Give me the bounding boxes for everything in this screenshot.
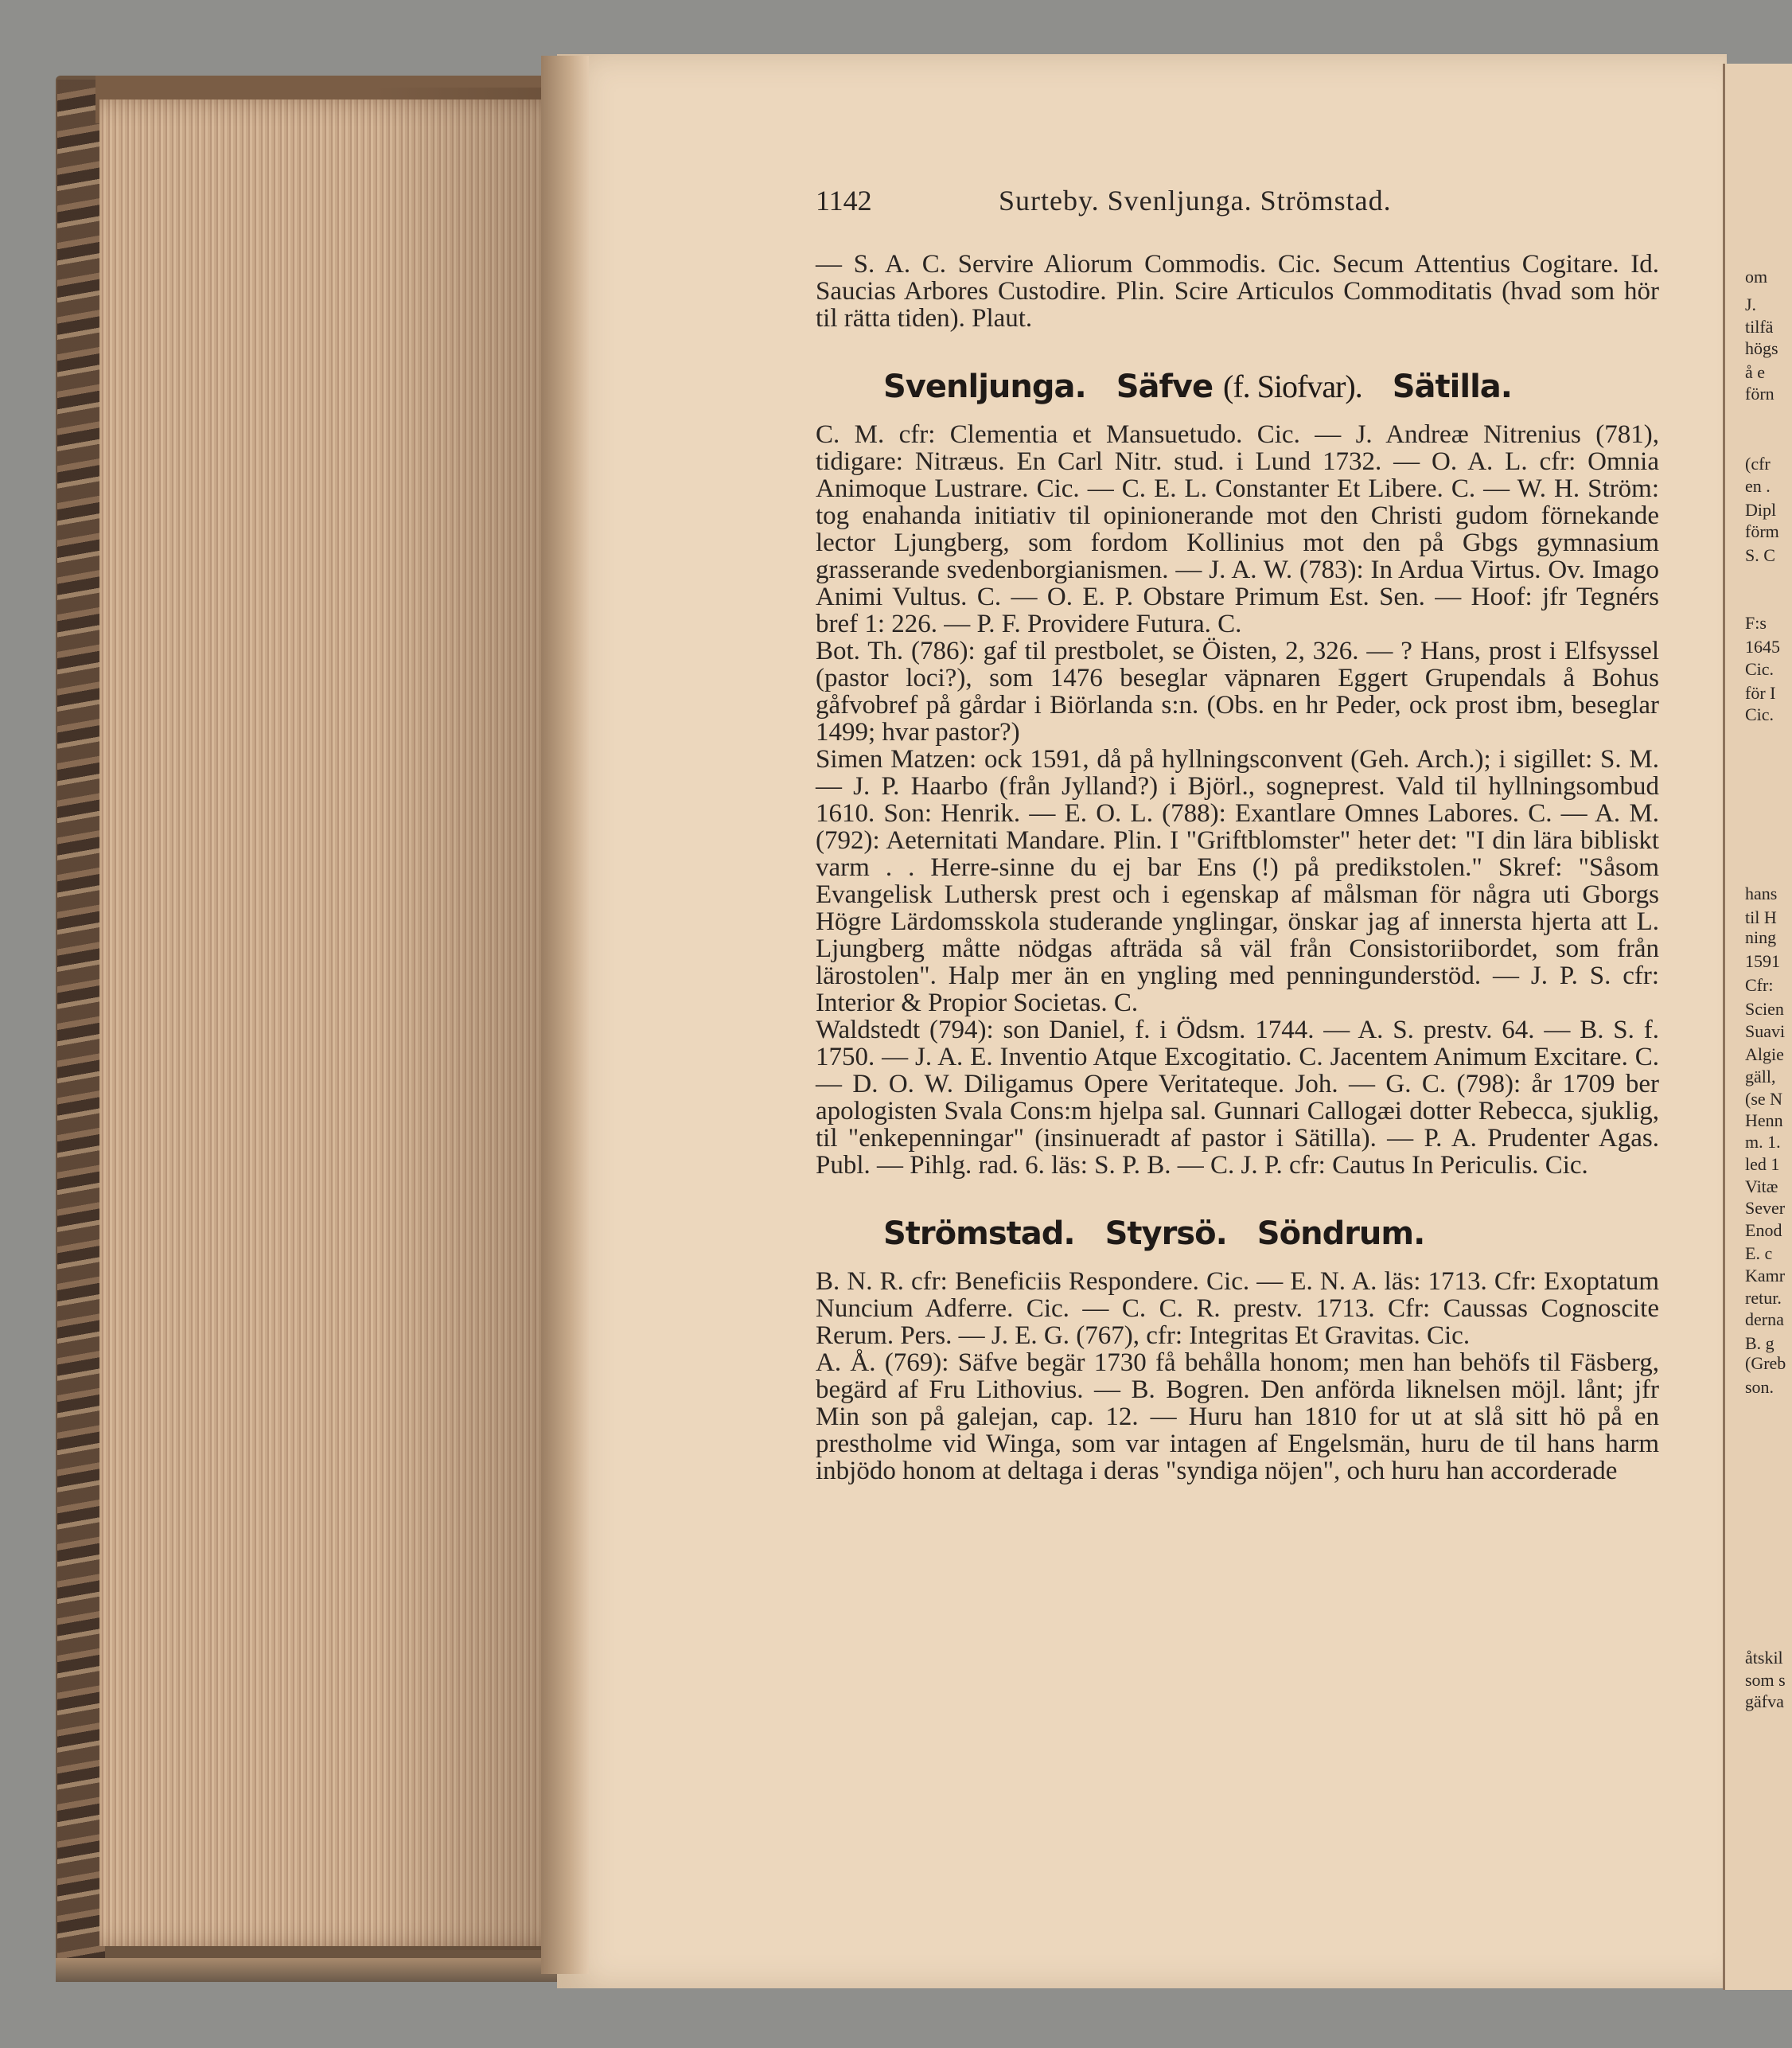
entry-paragraph: C. M. cfr: Clementia et Mansuetudo. Cic. — J. Andreæ Nitrenius (781), tidigare: Nitræus. En Carl Nitr. stud. i Lund 1732. — O. A. L. cfr: Omnia Animoque Lustrare. Cic. — C. E. L. Constanter Et Libere. C. — W. H. Ström: tog enahanda initiativ til opinionerande mot den Christi gudom förnekande lector Ljungberg, som fordom Kollinius mot den på Gbgs gymnasium grasserande svedenborgianismen. — J. A. W. (783): In Ardua Virtus. Ov. Imago Animi Vultus. C. — O. E. P. Obstare Primum Est. Sen. — Hoof: jfr Tegnérs bref 1: 226. — P. F. Providere Futura. C. xyxy=(816,420,1659,638)
intro-entry: — S. A. C. Servire Aliorum Commodis. Cic. Secum Attentius Cogitare. Id. Saucias Arbores Custodire. Plin. Scire Articulos Commoditatis (hvad som hör til rätta tiden). Plaut. xyxy=(816,250,1659,333)
right-page-fragment: å e xyxy=(1745,362,1766,382)
right-page-fragment: son. xyxy=(1745,1377,1774,1397)
right-page-fragment: Dipl xyxy=(1745,500,1777,520)
right-page-fragment: 1591 xyxy=(1745,951,1780,971)
marbled-spine-edge xyxy=(57,80,105,1958)
right-page-fragment: ning xyxy=(1745,927,1777,947)
section-heading-svenljunga xyxy=(883,369,1659,405)
heading-note: (f. Siofvar). xyxy=(1223,369,1362,404)
heading-part: Styrsö. xyxy=(1104,1215,1227,1252)
right-page-fragment: gäfva xyxy=(1745,1691,1784,1711)
right-page-fragment: J. xyxy=(1745,295,1757,314)
entry-paragraph: B. N. R. cfr: Beneficiis Respondere. Cic. — E. N. A. läs: 1713. Cfr: Exoptatum Nuncium Adferre. Cic. — C. C. R. prestv. 1713. Cfr: Caussas Cognoscite Rerum. Pers. — J. E. G. (767), cfr: Integritas Et Gravitas. Cic. xyxy=(816,1267,1659,1350)
right-page-fragment: förn xyxy=(1745,384,1774,404)
entry-paragraph: Simen Matzen: ock 1591, då på hyllningsconvent (Geh. Arch.); i sigillet: S. M. — J. P. Haarbo (från Jylland?) i Björl., sogneprest. Vald til hyllningsombud 1610. Son: Henrik. — E. O. L. (788): Exantlare Omnes Labores. C. — A. M. (792): Aeternitati Mandare. Plin. I "Griftblomster" heter det: "I din lära bibliskt varm . . Herre-sinne du ej bar Ens (!) på predikstolen." Skref: "Såsom Evangelisk Luthersk prest och i egenskap af målsman för några uti Gborgs Högre Lärdomsskola studerande ynglingar, önskar jag af innersta hjerta att L. Ljungberg måtte nödgas afträda så väl från Consistoriibordet, som från lärostolen". Halp mer än en yngling med penningunderstöd. — J. P. S. cfr: Interior & Propior Societas. C. xyxy=(816,745,1659,1017)
right-page-fragment: förm xyxy=(1745,521,1779,541)
right-page-fragment: Cic. xyxy=(1745,704,1774,724)
right-page-fragment: B. g xyxy=(1745,1333,1774,1353)
right-page-fragment: Cic. xyxy=(1745,659,1774,679)
running-title: Surteby. Svenljunga. Strömstad. xyxy=(999,185,1392,217)
right-page-fragment: retur. xyxy=(1745,1288,1782,1308)
right-page-fragment: 1645 xyxy=(1745,637,1780,657)
right-page-fragment: S. C xyxy=(1745,545,1775,565)
heading-part: Strömstad. xyxy=(883,1215,1075,1252)
right-page-fragment: åtskil xyxy=(1745,1648,1783,1668)
right-page-fragment: Kamr xyxy=(1745,1266,1786,1285)
right-page-fragment: hans xyxy=(1745,884,1778,903)
right-page-fragment: som s xyxy=(1745,1670,1786,1690)
right-page-fragment: för I xyxy=(1745,683,1776,703)
right-page-fragment: Vitæ xyxy=(1745,1176,1778,1196)
right-page-fragment: F:s xyxy=(1745,613,1767,633)
right-page-fragment: högs xyxy=(1745,338,1778,358)
right-page-fragment: (se N xyxy=(1745,1089,1783,1109)
right-page-fragment: tilfä xyxy=(1745,317,1774,337)
right-page-fragment: Enod xyxy=(1745,1220,1782,1240)
section-heading-stromstad xyxy=(883,1215,1659,1252)
right-page-fragment: Henn xyxy=(1745,1110,1783,1130)
right-page-fragment: til H xyxy=(1745,907,1777,927)
right-page-fragment: led 1 xyxy=(1745,1154,1780,1174)
book-gutter xyxy=(541,56,589,1974)
right-page-fragment: derna xyxy=(1745,1309,1784,1329)
heading-part: Sätilla. xyxy=(1392,369,1512,405)
right-page-fragment: (cfr xyxy=(1745,454,1771,474)
heading-part: Söndrum. xyxy=(1256,1215,1425,1252)
heading-part: Säfve xyxy=(1116,369,1213,405)
page-header xyxy=(816,185,1659,217)
right-page-fragment: (Greb xyxy=(1745,1353,1786,1373)
right-page-fragment: en . xyxy=(1745,476,1771,496)
right-page-fragment: Scien xyxy=(1745,999,1784,1019)
right-page-fragment: Cfr: xyxy=(1745,975,1774,995)
heading-part: Svenljunga. xyxy=(883,369,1086,405)
entry-paragraph: Bot. Th. (786): gaf til prestbolet, se Öisten, 2, 326. — ? Hans, prost i Elfsyssel (pastor loci?), som 1476 beseglar väpnaren Eggert Grupendals å Bohus gåfvobref på gårdar i Biörlanda s:n. (Obs. en hr Peder, ock prost ibm, beseglar 1499; hvar pastor?) xyxy=(816,637,1659,747)
right-page-fragment: m. 1. xyxy=(1745,1132,1781,1152)
right-page-fragment: om xyxy=(1745,267,1768,287)
right-page-fragment: Algie xyxy=(1745,1044,1784,1064)
entry-paragraph: A. Å. (769): Säfve begär 1730 få behålla honom; men han behöfs til Fäsberg, begärd af Fru Lithovius. — B. Bogren. Den anförda liknelsen möjl. lånt; jfr Min son på galejan, cap. 12. — Huru han 1810 for ut at slå sitt hö på en prestholme vid Winga, som var intagen af Engelsmän, huru de til hans harm inbjödo honom at deltaga i deras "syndiga nöjen", och huru han accorderade xyxy=(816,1348,1659,1485)
right-page-fragment: E. c xyxy=(1745,1243,1773,1263)
page-number: 1142 xyxy=(816,185,872,217)
right-page-fragment: Sever xyxy=(1745,1198,1786,1218)
entry-paragraph: Waldstedt (794): son Daniel, f. i Ödsm. 1744. — A. S. prestv. 64. — B. S. f. 1750. — J. A. E. Inventio Atque Excogitatio. C. Jacentem Animum Excitare. C. — D. O. W. Diligamus Opere Veritateque. Joh. — G. C. (798): år 1709 ber apologisten Svala Cons:m hjelpa sal. Gunnari Callogæi dotter Rebecca, sjuklig, til "enkepenningar" (insinueradt af pastor i Sätilla). — P. A. Prudenter Agas. Publ. — Pihlg. rad. 6. läs: S. P. B. — C. J. P. cfr: Cautus In Periculis. Cic. xyxy=(816,1016,1659,1180)
right-page-fragment: Suavi xyxy=(1745,1021,1786,1041)
page-text xyxy=(816,187,1659,1484)
right-page-fragment: gäll, xyxy=(1745,1067,1776,1086)
